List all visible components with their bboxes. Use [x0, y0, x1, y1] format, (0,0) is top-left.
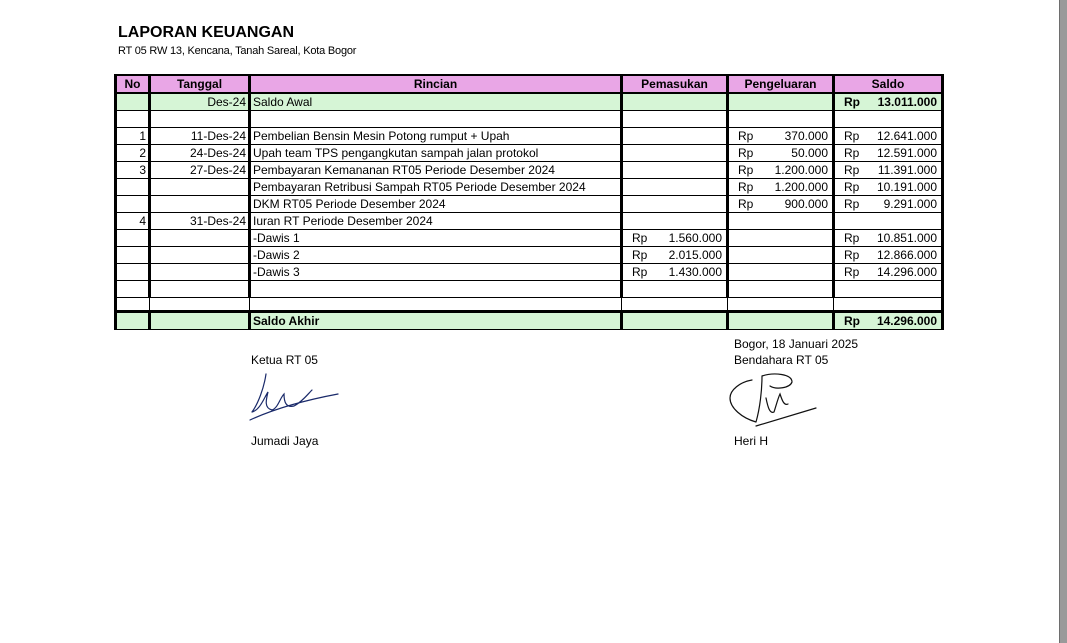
amount-value: 50.000	[791, 145, 828, 160]
cell-rincian: Pembayaran Retribusi Sampah RT05 Periode Desember 2024	[250, 179, 622, 196]
closing-balance-row	[116, 312, 943, 330]
cell-no	[116, 247, 150, 264]
amount-value: 10.191.000	[876, 179, 937, 194]
cell-tanggal: 31-Des-24	[150, 213, 250, 230]
cell-tanggal: 11-Des-24	[150, 128, 250, 145]
transaction-rows	[116, 128, 943, 281]
cell-pengeluaran	[728, 247, 834, 264]
cell-saldo	[834, 230, 943, 247]
cell-tanggal	[150, 230, 250, 247]
amount-value: 1.200.000	[774, 162, 828, 177]
table-row	[116, 213, 943, 230]
signature-left-image	[246, 368, 342, 428]
currency-label: Rp	[632, 264, 648, 279]
cell-saldo	[834, 264, 943, 281]
cell-pengeluaran	[728, 264, 834, 281]
cell-rincian: Upah team TPS pengangkutan sampah jalan protokol	[250, 145, 622, 162]
amount-value: 14.296.000	[876, 264, 937, 279]
amount-value: 900.000	[784, 196, 828, 211]
cell-tanggal: 27-Des-24	[150, 162, 250, 179]
currency-label: Rp	[632, 247, 648, 262]
header-pengeluaran: Pengeluaran	[728, 75, 834, 93]
cell-tanggal	[150, 196, 250, 213]
cell-pemasukan	[622, 162, 728, 179]
cell-pengeluaran	[728, 196, 834, 213]
amount-value: 1.200.000	[774, 179, 828, 194]
table-row	[116, 230, 943, 247]
signature-place-date: Bogor, 18 Januari 2025	[734, 337, 859, 351]
cell-no	[116, 179, 150, 196]
opening-pemasukan	[622, 93, 728, 111]
header-tanggal: Tanggal	[150, 75, 250, 93]
table-row	[116, 196, 943, 213]
table-row	[116, 247, 943, 264]
table-row	[116, 162, 943, 179]
currency-label: Rp	[844, 179, 860, 194]
table-header-row	[116, 75, 943, 93]
blank-row	[116, 111, 943, 128]
amount-value: 12.866.000	[876, 247, 937, 262]
amount-value: 2.015.000	[668, 247, 722, 262]
closing-saldo	[834, 312, 943, 330]
cell-pemasukan	[622, 230, 728, 247]
amount-value: 14.296.000	[876, 313, 937, 328]
cell-tanggal: 24-Des-24	[150, 145, 250, 162]
amount-value: 9.291.000	[883, 196, 937, 211]
cell-pengeluaran	[728, 230, 834, 247]
cell-rincian: DKM RT05 Periode Desember 2024	[250, 196, 622, 213]
currency-label: Rp	[738, 128, 754, 143]
cell-saldo	[834, 179, 943, 196]
cell-rincian: Iuran RT Periode Desember 2024	[250, 213, 622, 230]
amount-value: 1.560.000	[668, 230, 722, 245]
cell-no	[116, 230, 150, 247]
currency-label: Rp	[844, 313, 860, 328]
signature-left-role: Ketua RT 05	[251, 353, 318, 367]
cell-no: 4	[116, 213, 150, 230]
header-pemasukan: Pemasukan	[622, 75, 728, 93]
amount-value: 12.641.000	[876, 128, 937, 143]
cell-pemasukan	[622, 145, 728, 162]
currency-label: Rp	[632, 230, 648, 245]
cell-saldo	[834, 162, 943, 179]
amount-value: 370.000	[784, 128, 828, 143]
cell-rincian: -Dawis 1	[250, 230, 622, 247]
currency-label: Rp	[844, 247, 860, 262]
cell-pemasukan	[622, 179, 728, 196]
table-row	[116, 128, 943, 145]
cell-pemasukan	[622, 247, 728, 264]
currency-label: Rp	[738, 196, 754, 211]
window-edge-scrollbar	[1059, 0, 1067, 643]
header-rincian: Rincian	[250, 75, 622, 93]
currency-label: Rp	[844, 162, 860, 177]
amount-value: 10.851.000	[876, 230, 937, 245]
header-no: No	[116, 75, 150, 93]
currency-label: Rp	[738, 179, 754, 194]
currency-label: Rp	[738, 162, 754, 177]
currency-label: Rp	[738, 145, 754, 160]
cell-saldo	[834, 145, 943, 162]
opening-saldo	[834, 93, 943, 111]
currency-label: Rp	[844, 128, 860, 143]
cell-tanggal	[150, 264, 250, 281]
cell-rincian: -Dawis 3	[250, 264, 622, 281]
ledger-table	[114, 74, 944, 330]
report-subtitle: RT 05 RW 13, Kencana, Tanah Sareal, Kota Bogor	[118, 45, 357, 57]
cell-saldo	[834, 196, 943, 213]
cell-rincian: Pembelian Bensin Mesin Potong rumput + Upah	[250, 128, 622, 145]
currency-label: Rp	[844, 230, 860, 245]
cell-saldo	[834, 128, 943, 145]
cell-pemasukan	[622, 264, 728, 281]
currency-label: Rp	[844, 196, 860, 211]
cell-pemasukan	[622, 196, 728, 213]
cell-no: 1	[116, 128, 150, 145]
cell-rincian: -Dawis 2	[250, 247, 622, 264]
table-row	[116, 145, 943, 162]
amount-value: 11.391.000	[877, 162, 937, 177]
opening-no	[116, 93, 150, 111]
currency-label: Rp	[844, 264, 860, 279]
cell-rincian: Pembayaran Kemananan RT05 Periode Desember 2024	[250, 162, 622, 179]
amount-value: 13.011.000	[877, 94, 937, 109]
cell-pengeluaran	[728, 162, 834, 179]
cell-tanggal	[150, 179, 250, 196]
opening-rincian: Saldo Awal	[250, 93, 622, 111]
signature-right-name: Heri H	[734, 434, 769, 448]
cell-no	[116, 196, 150, 213]
opening-pengeluaran	[728, 93, 834, 111]
cell-saldo	[834, 213, 943, 230]
signature-right-role: Bendahara RT 05	[734, 353, 829, 367]
table-row	[116, 264, 943, 281]
separator-row	[116, 298, 943, 312]
opening-tanggal: Des-24	[150, 93, 250, 111]
closing-rincian: Saldo Akhir	[250, 312, 622, 330]
cell-saldo	[834, 247, 943, 264]
cell-pengeluaran	[728, 128, 834, 145]
header-saldo: Saldo	[834, 75, 943, 93]
cell-pengeluaran	[728, 179, 834, 196]
cell-pemasukan	[622, 128, 728, 145]
cell-pengeluaran	[728, 145, 834, 162]
amount-value: 1.430.000	[668, 264, 722, 279]
amount-value: 12.591.000	[876, 145, 937, 160]
cell-no: 3	[116, 162, 150, 179]
cell-pengeluaran	[728, 213, 834, 230]
currency-label: Rp	[844, 145, 860, 160]
report-title: LAPORAN KEUANGAN	[118, 24, 294, 41]
cell-tanggal	[150, 247, 250, 264]
currency-label: Rp	[844, 94, 860, 109]
cell-pemasukan	[622, 213, 728, 230]
cell-no	[116, 264, 150, 281]
cell-no: 2	[116, 145, 150, 162]
blank-row	[116, 281, 943, 298]
opening-balance-row	[116, 93, 943, 111]
signature-left-name: Jumadi Jaya	[251, 434, 319, 448]
signature-right-image	[726, 368, 818, 430]
table-row	[116, 179, 943, 196]
